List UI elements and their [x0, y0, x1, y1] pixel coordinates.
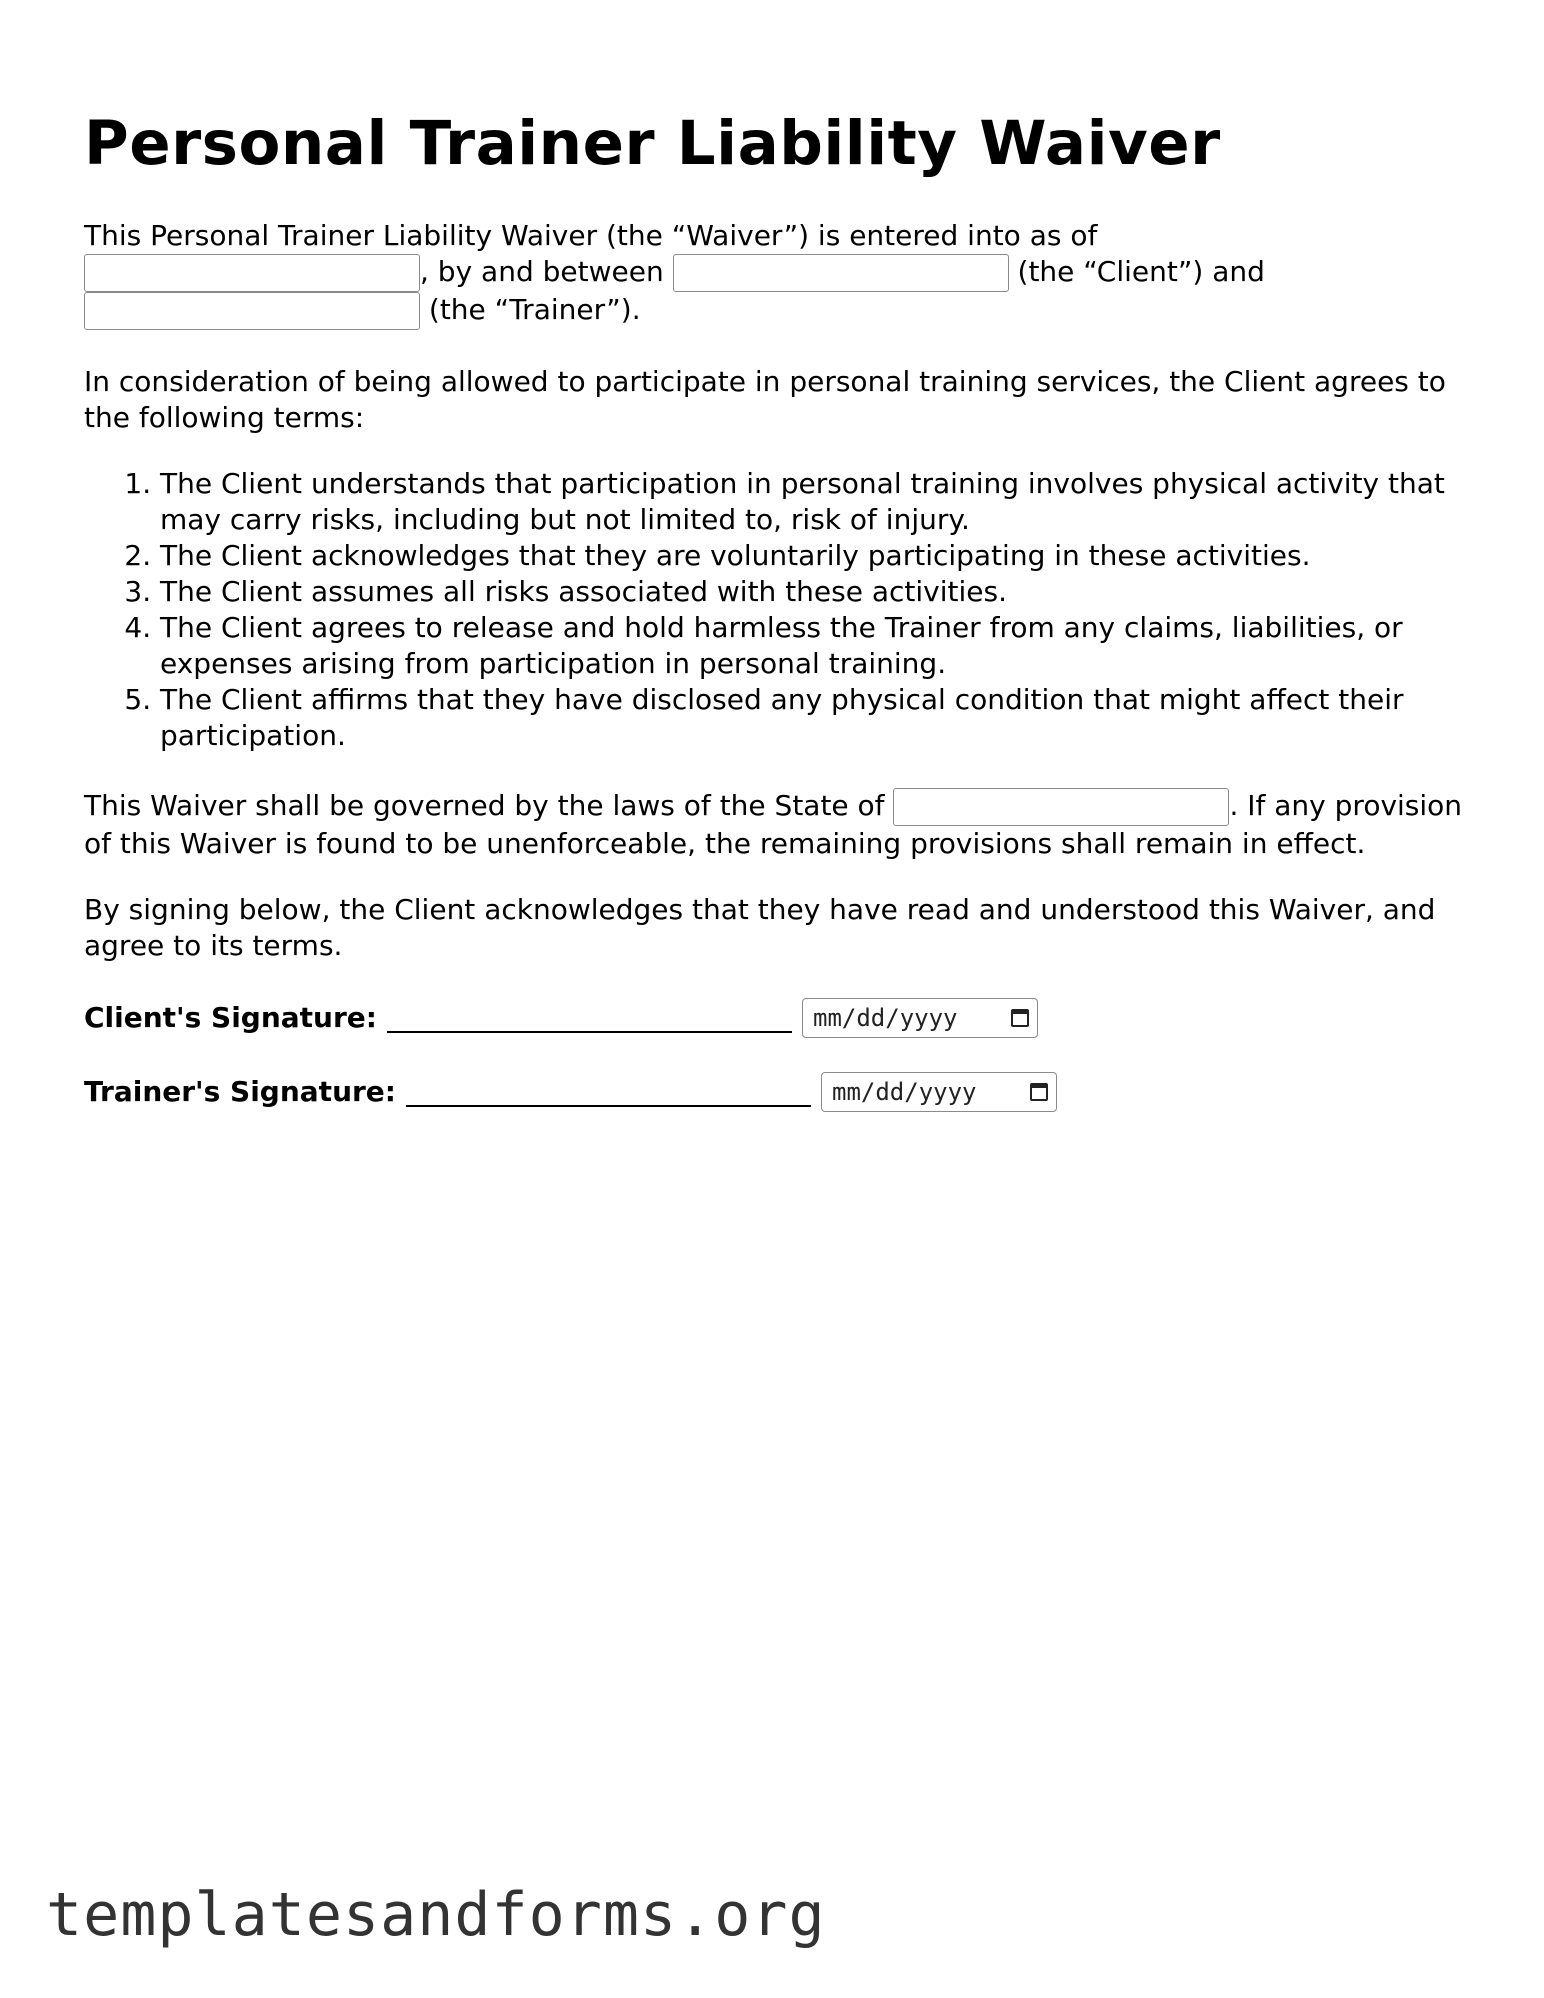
intro-text-3: (the “Client”) and: [1017, 255, 1265, 288]
term-item: 3. The Client assumes all risks associated with these activities.: [160, 574, 1474, 610]
trainer-signature-label: Trainer's Signature:: [84, 1075, 396, 1108]
acknowledgement-paragraph: By signing below, the Client acknowledges that they have read and understood this Waiver, and agree to its terms.: [84, 893, 1436, 962]
term-item: 1. The Client understands that participation in personal training involves physical activity that may carry risks, including but not limited to, risk of injury.: [160, 466, 1474, 538]
intro-text-1: This Personal Trainer Liability Waiver (the “Waiver”) is entered into as of: [84, 219, 1098, 252]
trainer-signature-line[interactable]: [406, 1077, 811, 1107]
law-text-1: This Waiver shall be governed by the laws of the State of: [84, 789, 885, 822]
client-date-placeholder: mm/dd/yyyy: [813, 1004, 958, 1032]
effective-date-field[interactable]: [84, 254, 420, 292]
law-text-2: . If any provision of this Waiver is found to be unenforceable, the remaining provisions shall remain in effect.: [84, 789, 1463, 860]
term-item: 5. The Client affirms that they have disclosed any physical condition that might affect their participation.: [160, 682, 1474, 754]
intro-paragraph: [84, 218, 1474, 330]
governing-law-paragraph: [84, 788, 1474, 862]
consideration-paragraph: In consideration of being allowed to participate in personal training services, the Client agrees to the following terms:: [84, 365, 1446, 434]
term-item: 4. The Client agrees to release and hold harmless the Trainer from any claims, liabilities, or expenses arising from participation in personal training.: [160, 610, 1474, 682]
terms-list: [84, 466, 1474, 754]
client-signature-row: [84, 998, 1474, 1038]
trainer-date-input[interactable]: [821, 1072, 1057, 1112]
intro-text-4: (the “Trainer”).: [428, 293, 641, 326]
trainer-name-field[interactable]: [84, 292, 420, 330]
client-date-input[interactable]: [802, 998, 1038, 1038]
intro-text-2: , by and between: [420, 255, 664, 288]
term-item: 2. The Client acknowledges that they are voluntarily participating in these activities.: [160, 538, 1474, 574]
document: [84, 0, 1474, 1112]
calendar-icon[interactable]: [1030, 1083, 1048, 1101]
client-signature-label: Client's Signature:: [84, 1001, 377, 1034]
state-field[interactable]: [893, 788, 1229, 826]
client-signature-line[interactable]: [387, 1003, 792, 1033]
page-title: Personal Trainer Liability Waiver: [84, 108, 1221, 179]
site-watermark: templatesandforms.org: [46, 1880, 826, 1950]
calendar-icon[interactable]: [1011, 1009, 1029, 1027]
trainer-signature-row: [84, 1072, 1474, 1112]
trainer-date-placeholder: mm/dd/yyyy: [832, 1078, 977, 1106]
client-name-field[interactable]: [673, 254, 1009, 292]
